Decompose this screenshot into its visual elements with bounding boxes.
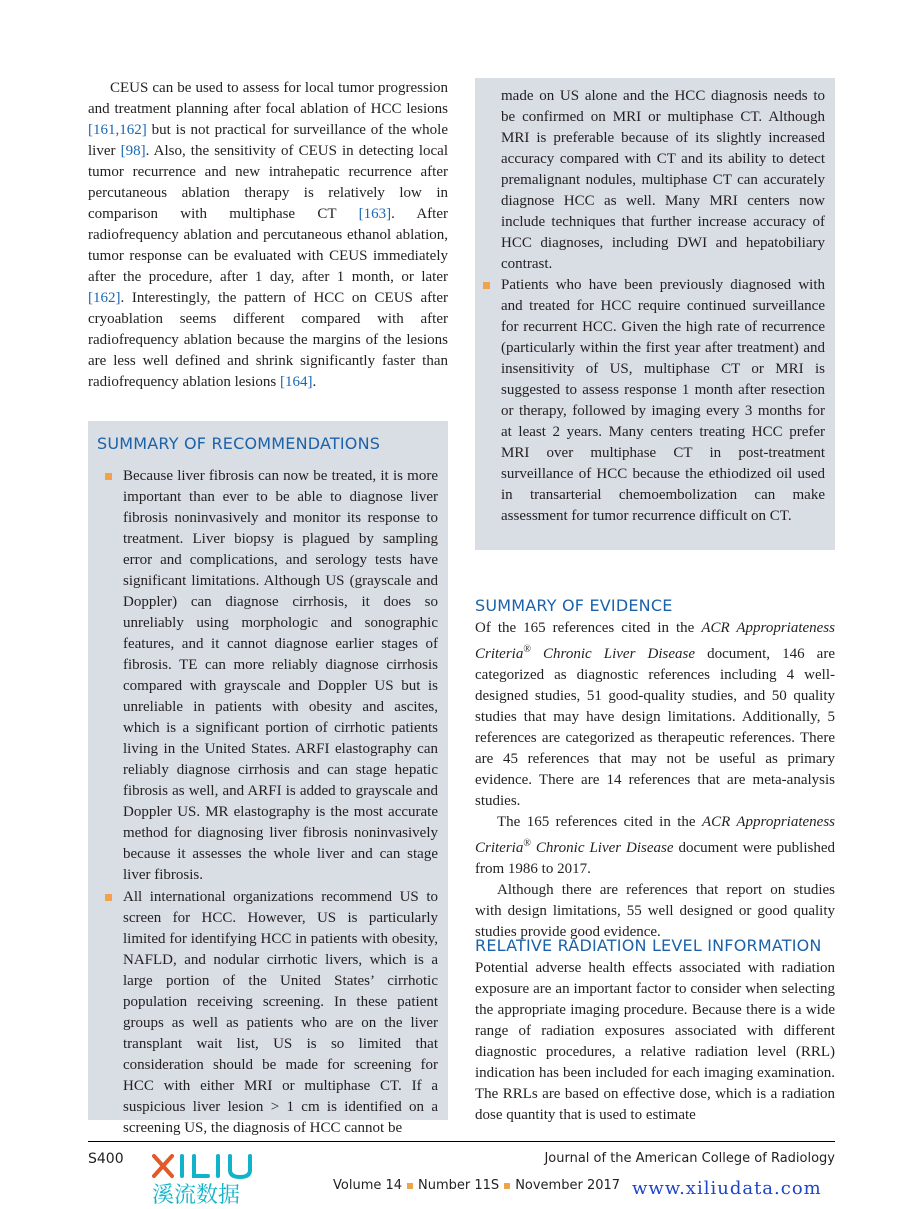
recommendation-item: Because liver fibrosis can now be treated, it is more important than ever to be able to diagnose liver fibrosis noninvasively and monitor its response to treatment. Liver biopsy is plagued by sampling error and complications, and serology tests have significant limitations. Although US (grayscale and Doppler) can diagnose cirrhosis, it does so unreliably using morphologic and sonographic features, and it cannot diagnose earlier stages of fibrosis. TE can more reliably diagnose cirrhosis compared with grayscale and Doppler US but is unreliable in patients with obesity and ascites, which is a significant portion of cirrhotic patients living in the United States. ARFI elastography can reliably diagnose cirrhosis and can stage hepatic fibrosis as well, and ARFI is added to grayscale and Doppler US. MR elastography is the most accurate method for diagnosing liver fibrosis noninvasively because it assesses the whole liver and can stage liver fibrosis. xyxy=(97,466,438,886)
reference-link[interactable]: [98] xyxy=(120,143,146,159)
reference-link[interactable]: [164] xyxy=(280,374,313,390)
registered-mark: ® xyxy=(523,644,531,655)
volume: Volume 14 xyxy=(333,1178,403,1193)
text: ACR Appropriateness Criteria xyxy=(475,620,835,662)
reference-link[interactable]: [162] xyxy=(88,290,121,306)
text: . After radiofrequency ablation and percutaneous ethanol ablation, tumor response can be evaluated with CEUS immediately after the procedure, after 1 day, after 1 month, or later xyxy=(88,206,448,285)
evidence-paragraph: Although there are references that report on studies with design limitations, 55 well designed or good quality studies provide good evidence. xyxy=(475,882,835,940)
text: Of the 165 references cited in the xyxy=(475,620,702,636)
watermark-url[interactable]: www.xiliudata.com xyxy=(632,1178,822,1199)
left-body-paragraph xyxy=(88,78,448,393)
svg-text:溪流数据: 溪流数据 xyxy=(152,1183,241,1206)
issue-info xyxy=(333,1178,620,1193)
text: CEUS can be used to assess for local tumor progression and treatment planning after focal ablation of HCC lesions xyxy=(88,80,448,117)
text: but is not practical for surveillance of the whole liver xyxy=(88,122,448,159)
radiation-paragraph: Potential adverse health effects associated with radiation exposure are an important factor to consider when selecting the appropriate imaging procedure. Because there is a wide range of radiation exposures associated with different diagnostic procedures, a relative radiation level (RRL) indication has been included for each imaging examination. The RRLs are based on effective dose, which is a radiation dose quantity that is used to estimate xyxy=(475,960,835,1123)
section-heading: RELATIVE RADIATION LEVEL INFORMATION xyxy=(475,936,822,955)
section-heading: SUMMARY OF EVIDENCE xyxy=(475,596,673,615)
journal-title: Journal of the American College of Radiology xyxy=(544,1151,835,1166)
section-heading: SUMMARY OF RECOMMENDATIONS xyxy=(97,434,381,453)
reference-link[interactable]: [163] xyxy=(358,206,392,222)
recommendation-continued-text: made on US alone and the HCC diagnosis needs to be confirmed on MRI or multiphase CT. Although MRI is preferable because of its slightly increased accuracy compared with CT and its ability to detect premalignant nodules, multiphase CT can accurately diagnose HCC as well. Many MRI centers now include techniques that further increase accuracy of HCC diagnoses, including DWI and hepatobiliary contrast. xyxy=(501,88,825,272)
radiation-section xyxy=(475,935,835,1126)
registered-mark: ® xyxy=(523,838,531,849)
page-number: S400 xyxy=(88,1151,124,1167)
text: The 165 references cited in the xyxy=(497,814,702,830)
recommendation-list xyxy=(97,466,438,1139)
footer-rule xyxy=(88,1141,835,1142)
recommendations-box-continued xyxy=(475,78,835,550)
recommendation-item: Patients who have been previously diagnosed with and treated for HCC require continued surveillance for recurrent HCC. Given the high rate of recurrence (particularly within the first year after treatment) and insensitivity of US, multiphase CT or MRI is suggested to assess response 1 month after resection or therapy, followed by imaging every 3 months for at least 2 years. Many centers treating HCC prefer MRI over multiphase CT in post-treatment surveillance of HCC because the ethiodized oil used in transarterial chemoembolization can make assessment for tumor recurrence difficult on CT. xyxy=(475,275,825,527)
separator-square xyxy=(407,1183,413,1189)
text: Chronic Liver Disease xyxy=(530,840,674,856)
evidence-paragraph xyxy=(475,812,835,880)
text: . Also, the sensitivity of CEUS in detecting local tumor recurrence and new intrahepatic recurrence after percutaneous ablation therapy is relatively low in comparison with multiphase CT xyxy=(88,143,448,222)
evidence-section xyxy=(475,595,835,943)
text: . Interestingly, the pattern of HCC on CEUS after cryoablation seems different compared with after radiofrequency ablation because the margins of the lesions are less well defined and shrink significantly faster than radiofrequency ablation lesions xyxy=(88,290,448,390)
separator-square xyxy=(504,1183,510,1189)
xiliu-logo xyxy=(150,1150,290,1206)
text: ACR Appropriateness Criteria xyxy=(475,814,835,856)
evidence-paragraph xyxy=(475,618,835,812)
recommendation-list-continued xyxy=(475,86,825,527)
text: . xyxy=(312,374,317,390)
text: Chronic Liver Disease xyxy=(530,646,695,662)
issue-date: November 2017 xyxy=(515,1178,621,1193)
reference-link[interactable]: [161,162] xyxy=(88,122,147,138)
text: document were published from 1986 to 2017. xyxy=(475,840,835,877)
text: document, 146 are categorized as diagnostic references including 4 well-designed studies, 51 good-quality studies, and 50 quality studies that may have design limitations. Additionally, 5 references are categorized as therapeutic references. There are 45 references that may not be useful as primary evidence. There are 14 references that are meta-analysis studies. xyxy=(475,646,835,809)
recommendation-item: All international organizations recommend US to screen for HCC. However, US is particularly limited for identifying HCC in patients with obesity, NAFLD, and nodular cirrhotic livers, which is a large portion of the United States’ cirrhotic population receiving screening. In these patient groups as well as patients who are on the liver transplant wait list, US is so limited that consideration should be made for screening for HCC with either MRI or multiphase CT. If a suspicious liver lesion > 1 cm is identified on a screening US, the diagnosis of HCC cannot be xyxy=(97,887,438,1139)
recommendations-box xyxy=(88,421,448,1136)
issue-number: Number 11S xyxy=(418,1178,500,1193)
